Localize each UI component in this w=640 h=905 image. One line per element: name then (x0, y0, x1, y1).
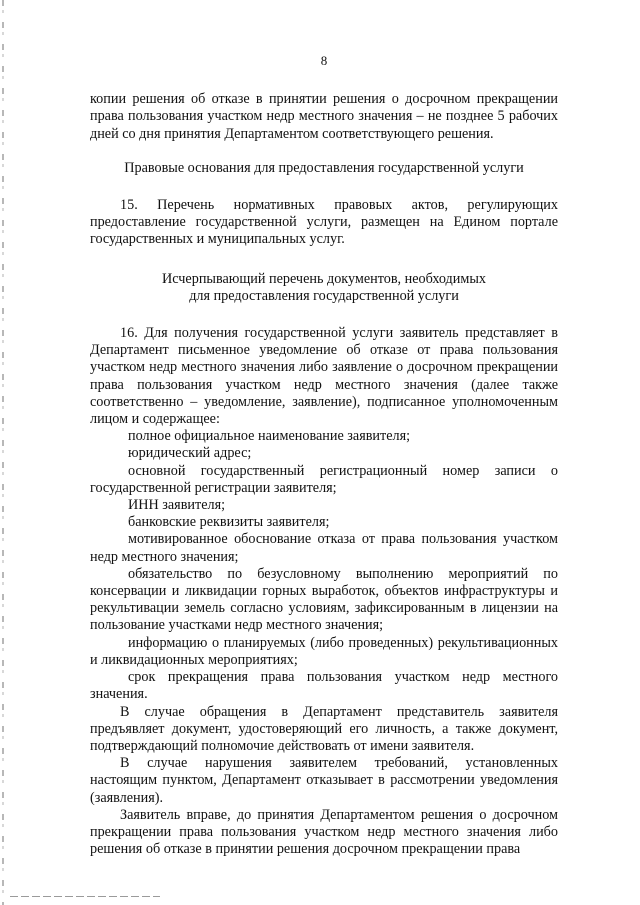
page-number: 8 (320, 53, 328, 68)
document-page (90, 52, 558, 858)
paragraph-decision-copy: копии решения об отказе в принятии решения о досрочном прекращении права пользования участком недр местного значения – не позднее 5 рабочих дней со дня принятия Департаментом соответствующего решения. (90, 91, 558, 142)
paragraph-violation: В случае нарушения заявителем требований, установленных настоящим пунктом, Департамент отказывает в рассмотрении уведомления (заявления). (90, 755, 558, 806)
scan-edge-bottom (10, 896, 160, 897)
paragraph-15: 15. Перечень нормативных правовых актов, регулирующих предоставление государственной услуги, размещен на Едином портале государственных и муниципальных услуг. (90, 197, 558, 248)
list-item: мотивированное обоснование отказа от права пользования участком недр местного значения; (90, 531, 558, 565)
section-heading-documents-line2: для предоставления государственной услуги (189, 287, 459, 304)
section-heading-documents-line1: Исчерпывающий перечень документов, необходимых (162, 270, 486, 287)
list-item: полное официальное наименование заявителя; (128, 428, 411, 445)
section-heading-documents (90, 271, 558, 305)
paragraph-representative: В случае обращения в Департамент представитель заявителя предъявляет документ, удостоверяющий его личность, а также документ, подтверждающий полномочие действовать от имени заявителя. (90, 703, 558, 754)
requirements-list (90, 428, 558, 703)
list-item: информацию о планируемых (либо проведенных) рекультивационных и ликвидационных мероприятиях; (90, 634, 558, 668)
list-item: обязательство по безусловному выполнению мероприятий по консервации и ликвидации горных выработок, объектов инфраструктуры и рекультивации земель согласно условиям, зафиксированным в лицензии на пользование участками недр местного значения; (90, 565, 558, 634)
paragraph-16: 16. Для получения государственной услуги заявитель представляет в Департамент письменное уведомление об отказе от права пользования участком недр местного значения либо заявление о досрочном прекращении права пользования участком недр местного значения (далее также соответственно – уведомление, заявление), подписанное уполномоченным лицом и содержащее: (90, 325, 558, 428)
list-item: ИНН заявителя; (128, 497, 226, 514)
list-item: банковские реквизиты заявителя; (128, 514, 330, 531)
paragraph-applicant-right: Заявитель вправе, до принятия Департаментом решения о досрочном прекращении права пользования участком недр местного значения либо решения об отказе в принятии решения досрочном прекращении права (90, 806, 558, 858)
list-item: основной государственный регистрационный номер записи о государственной регистрации заявителя; (90, 462, 558, 496)
list-item: юридический адрес; (128, 445, 252, 462)
scan-edge-left (2, 0, 4, 905)
list-item: срок прекращения права пользования участком недр местного значения. (90, 669, 558, 703)
section-heading-legal-basis: Правовые основания для предоставления государственной услуги (124, 159, 524, 176)
